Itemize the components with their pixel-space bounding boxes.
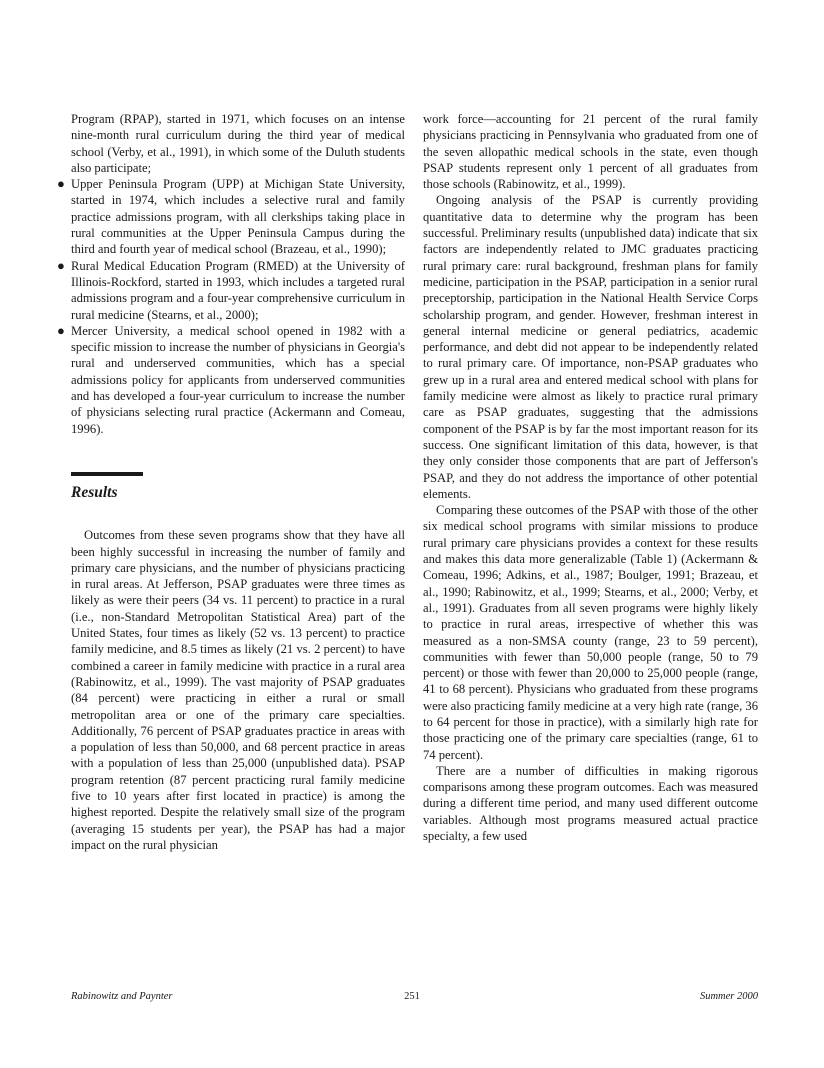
workforce-paragraph: work force—accounting for 21 percent of the rural family physicians practicing in Pennsylvania who graduated from one of the seven allopathic medical schools in the state, even though PSAP students represent only 1 percent of all graduates from those schools (Rabinowitz, et al., 1999). bbox=[423, 112, 758, 192]
results-paragraph: Outcomes from these seven programs show that they have all been highly successful in increasing the number of family and primary care physicians, and the number of physicians practicing in rural areas. At Jefferson, PSAP graduates were three times as likely as were their peers (34 vs. 11 percent) to practice in a rural (i.e., non-Standard Metropolitan Statistical Area) part of the United States, four times as likely (52 vs. 13 percent) to practice family medicine, and 8.5 times as likely (21 vs. 2 percent) to have combined a career in family medicine with practice in a rural area (Rabinowitz, et al., 1999). The vast majority of PSAP graduates (84 percent) were practicing in either a rural or small metropolitan area or one of the primary care specialties. Additionally, 76 percent of PSAP graduates practice in areas with a population of less than 50,000, and 68 percent practice in areas with a population of less than 25,000 (unpublished data). PSAP program retention (87 percent practicing rural family medicine five to 10 years after first located in practice) is among the highest reported. Despite the relatively small size of the program (averaging 15 students per year), the PSAP has had a major impact on the rural physician bbox=[71, 528, 405, 852]
left-column bbox=[57, 111, 405, 853]
footer-authors: Rabinowitz and Paynter bbox=[71, 991, 173, 1002]
footer-issue: Summer 2000 bbox=[699, 991, 758, 1002]
bullet-text: Mercer University, a medical school opened in 1982 with a specific mission to increase the number of physicians in Georgia's rural and underserved communities, which has a special admissions policy for applicants from underserved communities and has developed a four-year curriculum to increase the number of physicians selecting rural practice (Ackermann and Comeau, 1996). bbox=[71, 323, 405, 436]
section-heading-results: Results bbox=[71, 483, 118, 501]
program-bullet-list bbox=[57, 176, 405, 437]
difficulties-paragraph: There are a number of difficulties in making rigorous comparisons among these program outcomes. Each was measured during a different time period, and many used different outcome variables. Although most programs measured actual practice specialty, a few used bbox=[423, 763, 758, 844]
bullet-dot-icon: ● bbox=[57, 322, 65, 338]
bullet-item-rmed bbox=[57, 257, 405, 323]
right-column bbox=[423, 111, 758, 844]
bullet-text: Upper Peninsula Program (UPP) at Michigan State University, started in 1974, which includes a selective rural and family practice admissions program, with all clerkships taking place in rural communities at the Upper Peninsula Campus during the third and fourth year of medical school (Brazeau, et al., 1990); bbox=[71, 177, 405, 257]
analysis-paragraph: Ongoing analysis of the PSAP is currently providing quantitative data to determine why the program has been successful. Preliminary results (unpublished data) indicate that six factors are independently related to JMC graduates practicing rural primary care: rural background, freshman plans for family medicine, participation in the PSAP, participation in a senior rural preceptorship, participation in the National Health Service Corps scholarship program, and gender. However, freshman interest in general internal medicine or general pediatrics, academic performance, and debt did not appear to be independently related to rural primary care. Of importance, non-PSAP graduates who grew up in a rural area and entered medical school with plans for family medicine were almost as likely to practice rural primary care as PSAP graduates, suggesting that the admissions component of the PSAP is by far the most important reason for its success. One significant limitation of this data, however, is that they only consider those components that are part of Jefferson's PSAP, and they do not address the importance of other potential elements. bbox=[423, 193, 758, 501]
bullet-item-upp bbox=[57, 176, 405, 257]
page-number: 251 bbox=[404, 991, 420, 1002]
bullet-dot-icon: ● bbox=[57, 176, 65, 192]
intro-paragraph: Program (RPAP), started in 1971, which focuses on an intense nine-month rural curriculum during the third year of medical school (Verby, et al., 1991), in which some of the Duluth students also participate; bbox=[71, 112, 405, 175]
section-rule bbox=[71, 472, 143, 476]
bullet-dot-icon: ● bbox=[57, 257, 65, 273]
comparison-paragraph: Comparing these outcomes of the PSAP with those of the other six medical school programs with similar missions to produce rural primary care physicians provides a context for these results and makes this data more generalizable (Table 1) (Ackermann & Comeau, 1996; Adkins, et al., 1987; Boulger, 1991; Brazeau, et al., 1990; Rabinowitz, et al., 1999; Stearns, et al., 2000; Verby, et al., 1991). Graduates from all seven programs were highly likely to practice in rural areas, irrespective of whether this was measured as a non-SMSA county (range, 23 to 59 percent), communities with fewer than 50,000 people (range, 50 to 79 percent) or those with fewer than 20,000 to 25,000 people (range, 41 to 68 percent). Physicians who graduated from these programs were also practicing family medicine at a very high rate (range, 36 to 64 percent for those in practice), with a similarly high rate for those practicing one of the primary care specialties (range, 61 to 74 percent). bbox=[423, 503, 758, 762]
bullet-item-mercer bbox=[57, 322, 405, 437]
bullet-text: Rural Medical Education Program (RMED) at the University of Illinois-Rockford, started in 1993, which includes a targeted rural admissions program and a four-year comprehensive curriculum in rural medicine (Stearns, et al., 2000); bbox=[71, 258, 405, 322]
